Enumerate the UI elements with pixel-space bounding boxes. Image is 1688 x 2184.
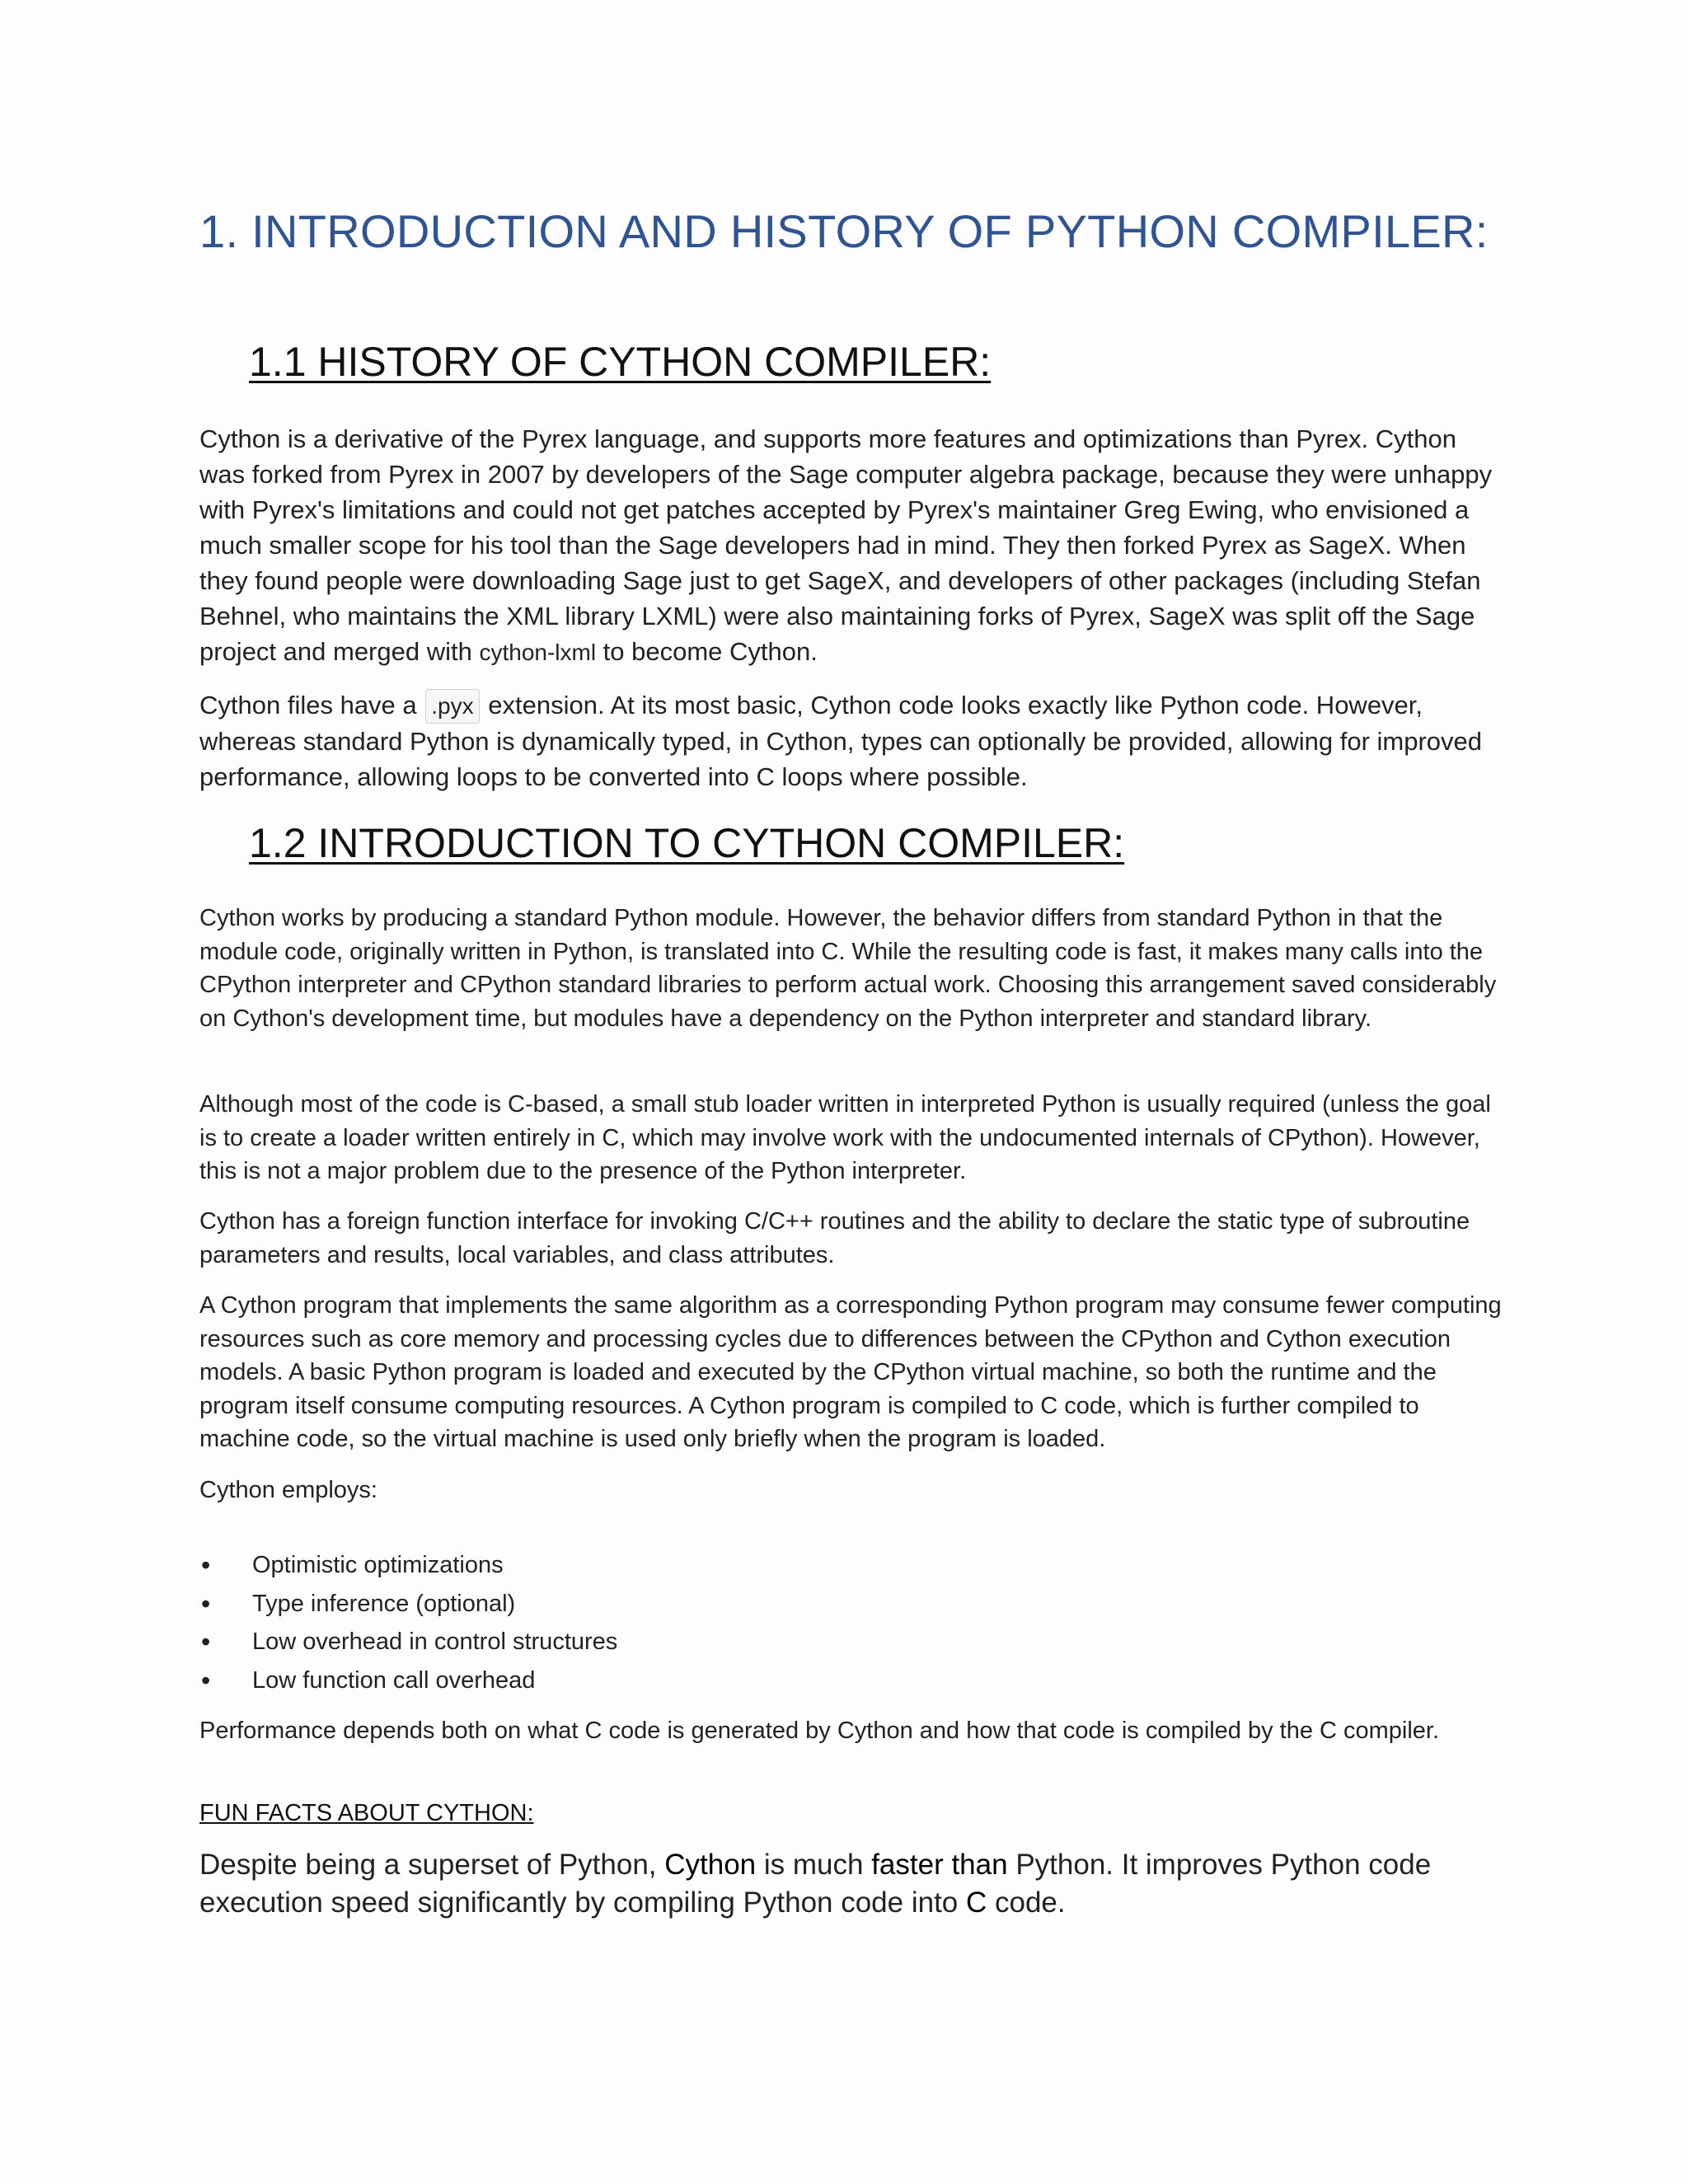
cython-lxml-run: cython-lxml [479, 640, 597, 665]
pyx-code-chip: .pyx [425, 689, 479, 724]
bold-cython: Cython [664, 1849, 757, 1881]
list-item: • Low overhead in control structures [199, 1623, 617, 1661]
fun-facts-heading: FUN FACTS ABOUT CYTHON: [199, 1800, 534, 1826]
pyx-text: Cython files have a [199, 691, 424, 719]
bullet-icon: • [201, 1665, 211, 1695]
paragraph-employs: Cython employs: [199, 1477, 377, 1503]
pyx-text-end: extension. At its most basic, Cython code looks exactly like Python code. However, whereas standard Python is dynamically typed, in Cython, types can optionally be provided, allowing for improved performance, allowing loops to be converted into C loops where possible. [199, 691, 1483, 791]
bullet-icon: • [201, 1627, 211, 1657]
history-paragraph [199, 421, 1502, 670]
paragraph-stub-loader: Although most of the code is C-based, a small stub loader written in interpreted Python is usually required (unless the goal is to create a loader written entirely in C, which may involve work with the undocumented internals of CPython). However, this is not a major problem due to the presence of the Python interpreter. [199, 1091, 1491, 1184]
list-item: • Low function call overhead [199, 1661, 617, 1700]
paragraph-performance: Performance depends both on what C code is generated by Cython and how that code is compiled by the C compiler. [199, 1718, 1440, 1744]
bold-faster-than: faster than [871, 1849, 1008, 1881]
optimizations-list [199, 1546, 617, 1699]
pyx-paragraph [199, 687, 1502, 794]
paragraph-module: Cython works by producing a standard Python module. However, the behavior differs from standard Python in that the module code, originally written in Python, is translated into C. While the resulting code is fast, it makes many calls into the CPython interpreter and CPython standard libraries to perform actual work. Choosing this arrangement saved considerably on Cython's development time, but modules have a dependency on the Python interpreter and standard library. [199, 905, 1497, 1032]
fun-facts-text: Despite being a superset of Python, Cython is much faster than Python. It improves Python code execution speed significantly by compiling Python code into C code. [199, 1849, 1432, 1919]
list-item: • Optimistic optimizations [199, 1546, 617, 1585]
paragraph-resources: A Cython program that implements the same algorithm as a corresponding Python program may consume fewer computing resources such as core memory and processing cycles due to differences between the CPython and Cython execution models. A basic Python program is loaded and executed by the CPython virtual machine, so both the runtime and the program itself consume computing resources. A Cython program is compiled to C code, which is further compiled to machine code, so the virtual machine is used only briefly when the program is loaded. [199, 1292, 1502, 1452]
list-item: • Type inference (optional) [199, 1585, 617, 1624]
section-heading-introduction: 1.2 INTRODUCTION TO CYTHON COMPILER: [249, 820, 1125, 866]
bullet-icon: • [201, 1550, 211, 1580]
main-heading: 1. INTRODUCTION AND HISTORY OF PYTHON COMPILER: [199, 205, 1489, 257]
bold-c: C [966, 1886, 987, 1919]
section-heading-history: 1.1 HISTORY OF CYTHON COMPILER: [249, 339, 992, 385]
history-text: Cython is a derivative of the Pyrex language, and supports more features and optimizations than Pyrex. Cython was forked from Pyrex in 2007 by developers of the Sage computer algebra package, because they were unhappy with Pyrex's limitations and could not get patches accepted by Pyrex's maintainer Greg Ewing, who envisioned a much smaller scope for his tool than the Sage developers had in mind. They then forked Pyrex as SageX. When they found people were downloading Sage just to get SageX, and developers of other packages (including Stefan Behnel, who maintains the XML library LXML) were also maintaining forks of Pyrex, SageX was split off the Sage project and merged with [199, 424, 1493, 666]
bullet-icon: • [201, 1588, 211, 1619]
history-text-end: to become Cython. [596, 637, 818, 666]
paragraph-ffi: Cython has a foreign function interface for invoking C/C++ routines and the ability to declare the static type of subroutine parameters and results, local variables, and class attributes. [199, 1208, 1470, 1268]
